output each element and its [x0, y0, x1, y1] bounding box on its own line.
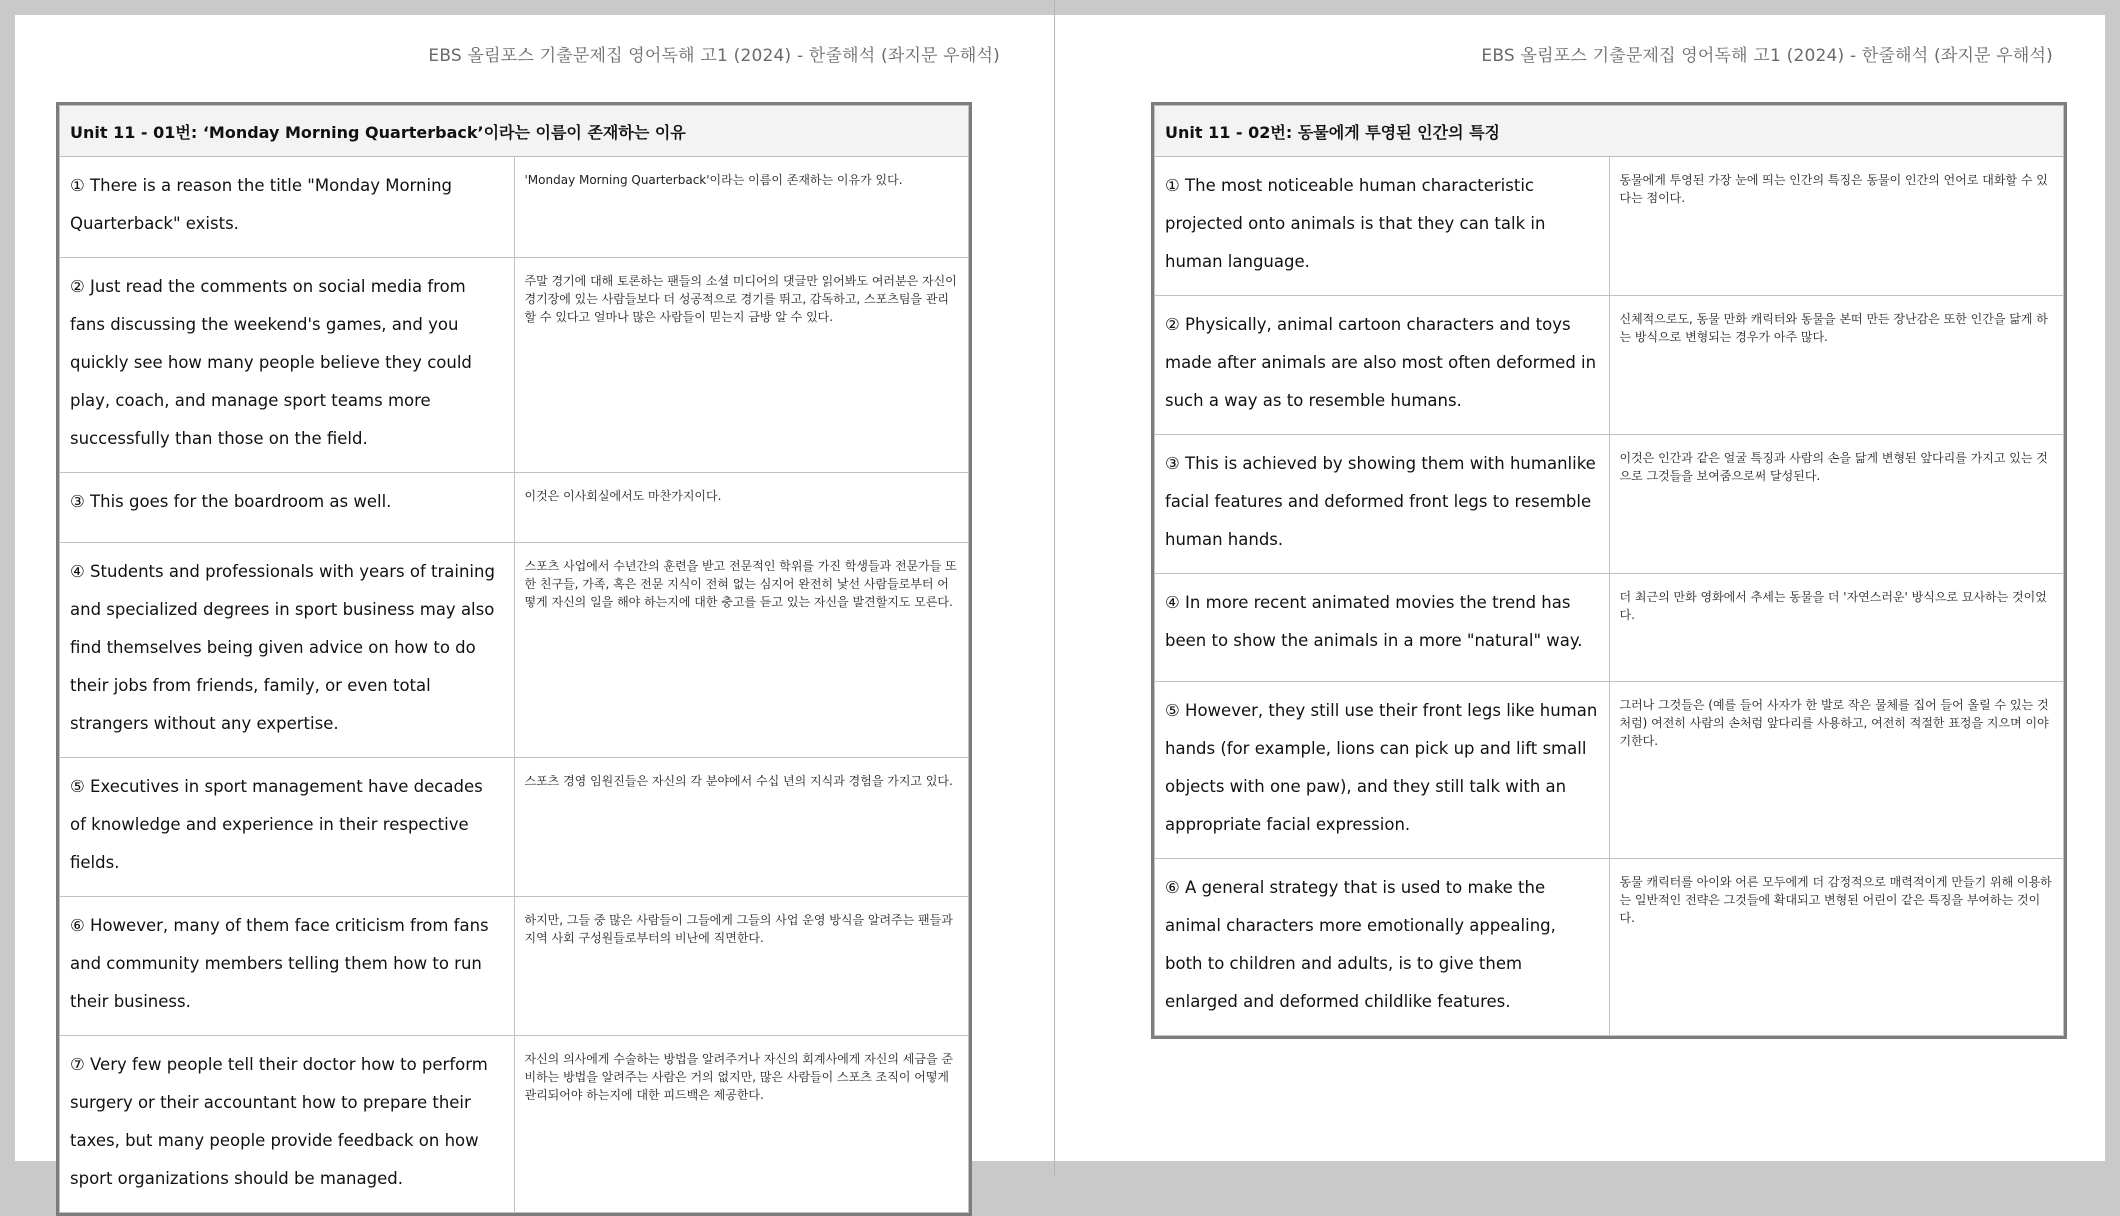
sentence-row — [60, 157, 969, 258]
sentence-number: ① — [1165, 176, 1180, 195]
korean-translation: 이것은 인간과 같은 얼굴 특징과 사람의 손을 닮게 변형된 앞다리를 가지고 있는 것으로 그것들을 보여줌으로써 달성된다. — [1609, 435, 2064, 574]
english-text: Very few people tell their doctor how to perform surgery or their accountant how to prepare their taxes, but many people provide feedback on how sport organizations should be managed. — [70, 1055, 488, 1188]
english-sentence — [1155, 682, 1610, 859]
english-text: Executives in sport management have decades of knowledge and experience in their respective fields. — [70, 777, 483, 872]
korean-translation: 주말 경기에 대해 토론하는 팬들의 소셜 미디어의 댓글만 읽어봐도 여러분은 자신이 경기장에 있는 사람들보다 더 성공적으로 경기를 뛰고, 감독하고, 스포츠팀을 관리할 수 있다고 얼마나 많은 사람들이 믿는지 금방 알 수 있다. — [514, 258, 969, 473]
english-sentence — [1155, 296, 1610, 435]
english-sentence — [1155, 435, 1610, 574]
sentence-number: ⑥ — [1165, 878, 1180, 897]
sentence-number: ④ — [1165, 593, 1180, 612]
korean-translation: 동물 캐릭터를 아이와 어른 모두에게 더 감정적으로 매력적이게 만들기 위해 이용하는 일반적인 전략은 그것들에 확대되고 변형된 어린이 같은 특징을 부여하는 것이다. — [1609, 859, 2064, 1036]
english-sentence — [1155, 157, 1610, 296]
english-text: However, they still use their front legs like human hands (for example, lions can pick up and lift small objects with one paw), and they still talk with an appropriate facial expression. — [1165, 701, 1598, 834]
document-page-right — [1055, 15, 2105, 1161]
english-text: This is achieved by showing them with humanlike facial features and deformed front legs to resemble human hands. — [1165, 454, 1596, 549]
sentence-row — [60, 1036, 969, 1213]
sentence-row — [60, 258, 969, 473]
korean-translation: 'Monday Morning Quarterback'이라는 이름이 존재하는 이유가 있다. — [514, 157, 969, 258]
english-sentence — [60, 1036, 515, 1213]
sentence-number: ③ — [1165, 454, 1180, 473]
korean-translation: 스포츠 경영 임원진들은 자신의 각 분야에서 수십 년의 지식과 경험을 가지고 있다. — [514, 758, 969, 897]
page-header: EBS 올림포스 기출문제집 영어독해 고1 (2024) - 한줄해석 (좌지문 우해석) — [1481, 46, 2053, 66]
sentence-number: ② — [70, 277, 85, 296]
sentence-row — [60, 543, 969, 758]
english-text: There is a reason the title "Monday Morning Quarterback" exists. — [70, 176, 453, 233]
sentence-row — [60, 473, 969, 543]
sentence-row — [1155, 682, 2064, 859]
english-text: This goes for the boardroom as well. — [90, 492, 392, 511]
english-text: The most noticeable human characteristic projected onto animals is that they can talk in human language. — [1165, 176, 1546, 271]
english-sentence — [60, 157, 515, 258]
sentence-number: ⑤ — [70, 777, 85, 796]
english-text: However, many of them face criticism from fans and community members telling them how to run their business. — [70, 916, 489, 1011]
sentence-number: ④ — [70, 562, 85, 581]
english-text: Physically, animal cartoon characters and toys made after animals are also most often deformed in such a way as to resemble humans. — [1165, 315, 1597, 410]
korean-translation: 그러나 그것들은 (예를 들어 사자가 한 발로 작은 물체를 집어 들어 올릴 수 있는 것처럼) 여전히 사람의 손처럼 앞다리를 사용하고, 여전히 적절한 표정을 지으며 이야기한다. — [1609, 682, 2064, 859]
sentence-number: ⑥ — [70, 916, 85, 935]
page-header: EBS 올림포스 기출문제집 영어독해 고1 (2024) - 한줄해석 (좌지문 우해석) — [428, 46, 1000, 66]
english-sentence — [1155, 859, 1610, 1036]
english-sentence — [60, 543, 515, 758]
korean-translation: 동물에게 투영된 가장 눈에 띄는 인간의 특징은 동물이 인간의 언어로 대화할 수 있다는 점이다. — [1609, 157, 2064, 296]
sentence-number: ③ — [70, 492, 85, 511]
korean-translation: 자신의 의사에게 수술하는 방법을 알려주거나 자신의 회계사에게 자신의 세금을 준비하는 방법을 알려주는 사람은 거의 없지만, 많은 사람들이 스포츠 조직이 어떻게 관리되어야 하는지에 대한 피드백은 제공한다. — [514, 1036, 969, 1213]
english-text: A general strategy that is used to make the animal characters more emotionally appealing, both to children and adults, is to give them enlarged and deformed childlike features. — [1165, 878, 1556, 1011]
sentence-row — [1155, 435, 2064, 574]
english-sentence — [60, 758, 515, 897]
sentence-number: ⑤ — [1165, 701, 1180, 720]
sentence-number: ⑦ — [70, 1055, 85, 1074]
english-sentence — [1155, 574, 1610, 682]
english-text: Just read the comments on social media from fans discussing the weekend's games, and you quickly see how many people believe they could play, coach, and manage sport teams more successfully than those on the field. — [70, 277, 472, 448]
sentence-row — [60, 758, 969, 897]
unit-title: Unit 11 - 01번: ‘Monday Morning Quarterback’이라는 이름이 존재하는 이유 — [60, 106, 969, 157]
english-sentence — [60, 897, 515, 1036]
sentence-row — [1155, 296, 2064, 435]
sentence-row — [1155, 157, 2064, 296]
english-sentence — [60, 258, 515, 473]
english-text: In more recent animated movies the trend has been to show the animals in a more "natural" way. — [1165, 593, 1583, 650]
korean-translation: 스포츠 사업에서 수년간의 훈련을 받고 전문적인 학위를 가진 학생들과 전문가들 또한 친구들, 가족, 혹은 전문 지식이 전혀 없는 심지어 완전히 낯선 사람들로부터 어떻게 자신의 일을 해야 하는지에 대한 충고를 듣고 있는 자신을 발견할지도 모른다. — [514, 543, 969, 758]
korean-translation: 이것은 이사회실에서도 마찬가지이다. — [514, 473, 969, 543]
english-sentence — [60, 473, 515, 543]
sentence-row — [1155, 574, 2064, 682]
sentence-number: ② — [1165, 315, 1180, 334]
korean-translation: 하지만, 그들 중 많은 사람들이 그들에게 그들의 사업 운영 방식을 알려주는 팬들과 지역 사회 구성원들로부터의 비난에 직면한다. — [514, 897, 969, 1036]
korean-translation: 더 최근의 만화 영화에서 추세는 동물을 더 '자연스러운' 방식으로 묘사하는 것이었다. — [1609, 574, 2064, 682]
english-text: Students and professionals with years of training and specialized degrees in sport business may also find themselves being given advice on how to do their jobs from friends, family, or even total strangers without any expertise. — [70, 562, 495, 733]
sentence-row — [1155, 859, 2064, 1036]
unit-title: Unit 11 - 02번: 동물에게 투영된 인간의 특징 — [1155, 106, 2064, 157]
sentence-number: ① — [70, 176, 85, 195]
translation-table — [1151, 102, 2067, 1039]
sentence-row — [60, 897, 969, 1036]
document-page-left — [15, 15, 1054, 1188]
korean-translation: 신체적으로도, 동물 만화 캐릭터와 동물을 본떠 만든 장난감은 또한 인간을 닮게 하는 방식으로 변형되는 경우가 아주 많다. — [1609, 296, 2064, 435]
translation-table — [56, 102, 972, 1216]
